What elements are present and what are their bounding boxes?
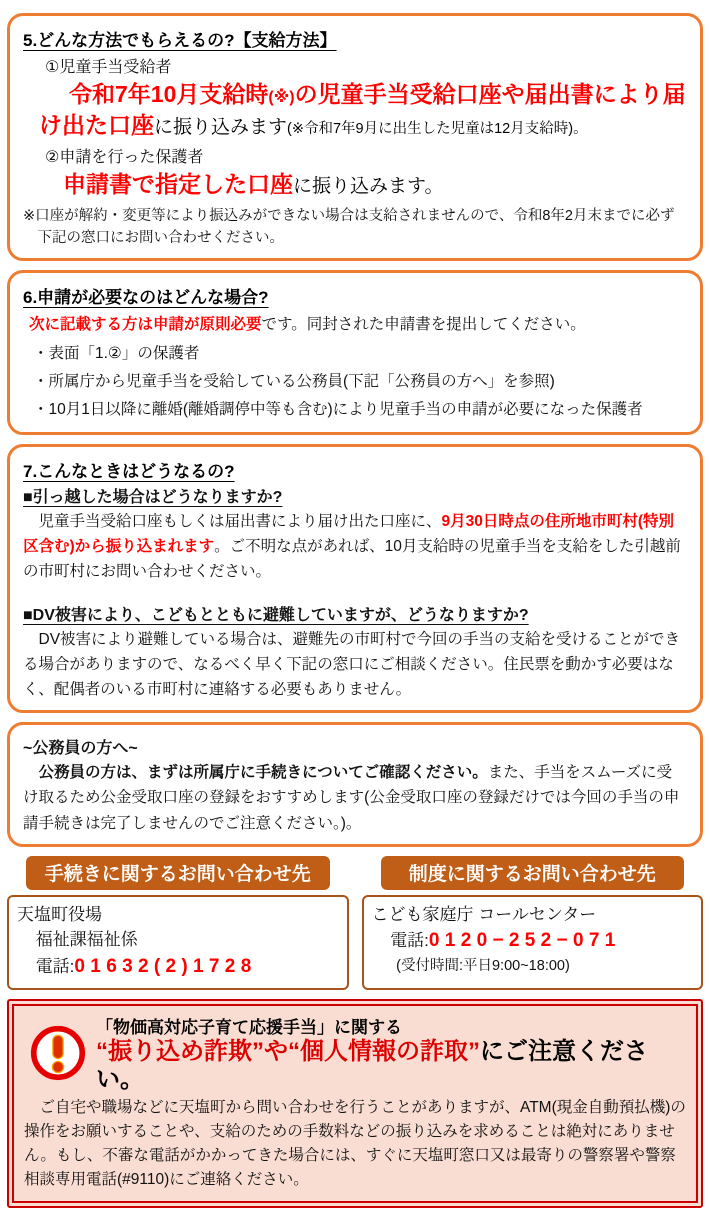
section-5-title: 5.どんな方法でもらえるの?【支給方法】 [23, 31, 337, 50]
section-6-lead-rest: です。同封された申請書を提出してください。 [261, 315, 586, 333]
fraud-warning-body: ご自宅や職場などに天塩町から問い合わせを行うことがありますが、ATM(現金自動預払機)の操作をお願いすることや、支給のための手数料などの振り込みを求めることは絶対にありません。もし、不審な電話がかかってきた場合には、すぐに天塩町窓口又は最寄りの警察署や警察相談専用電話(#9110)にご連絡ください。 [24, 1099, 686, 1189]
phone-label: 電話: [390, 931, 429, 951]
payment-account-emphasis-2: の児童手当受給口座や届出書により届け出た口座 [39, 81, 686, 139]
contact-procedure-box [7, 856, 349, 991]
department-name: 福祉課福祉係 [35, 930, 138, 950]
faq-question-dv: ■DV被害により、こどもとともに避難していますが、どうなりますか? [23, 606, 529, 624]
phone-number: 01632(2)1728 [74, 955, 257, 977]
fraud-warning-subject: 「物価高対応子育て応援手当」に関する [96, 1018, 402, 1038]
section-6-title: 6.申請が必要なのはどんな場合? [23, 287, 269, 307]
section-6-application-needed [7, 270, 703, 435]
payment-line-1-tail: に振り込みます [154, 117, 288, 139]
faq-question-moving: ■引っ越した場合はどうなりますか? [23, 488, 283, 506]
application-required-emphasis: 次に記載する方は申請が原則必要 [29, 315, 262, 333]
section-5-item-2: ②申請を行った保護者 [45, 149, 204, 167]
fraud-warning-headline [96, 1038, 686, 1093]
faq-answer-dv: DV被害により避難している場合は、避難先の市町村で今回の手当の支給を受けることができる場合がありますので、なるべく早く下記の窓口にご相談ください。住民票を動かす必要はなく、配偶者のいる市町村に連絡する必要もありません。 [23, 630, 681, 699]
fraud-warning-box [7, 999, 703, 1208]
payment-line-1-note: (※令和7年9月に出生した児童は12月支給時)。 [287, 121, 588, 138]
contact-columns [7, 856, 703, 991]
section-5-footnote: ※口座が解約・変更等により振込みができない場合は支給されませんので、令和8年2月末までに必ず下記の窓口にお問い合わせください。 [23, 208, 675, 246]
faq-answer-moving [23, 509, 687, 584]
phone-line [36, 953, 339, 982]
section-7-faq [7, 444, 703, 714]
flyer-page [0, 13, 710, 1189]
faq-answer-moving-tail: 。ご不明な点があれば、10月支給時の児童手当を支給をした引越前の市町村にお問い合わせください。 [23, 537, 681, 580]
section-civil-servants [7, 722, 703, 846]
contact-system-box [362, 856, 704, 991]
agency-name: こども家庭庁 コールセンター [371, 904, 597, 924]
list-item: ・表面「1.②」の保護者 [33, 344, 200, 362]
civil-servants-rest: また、手当をスムーズに受け取るため公金受取口座の登録をおすすめします(公金受取口座の登録だけでは今回の手当の申請手続きは完了しませんのでご注意ください。)。 [23, 764, 680, 832]
list-item: ・所属庁から児童手当を受給している公務員(下記「公務員の方へ」を参照) [33, 372, 555, 390]
office-name: 天塩町役場 [17, 904, 102, 924]
warning-icon [30, 1025, 86, 1081]
payment-account-emphasis: 令和7年10月支給時 [69, 81, 269, 107]
phone-line [390, 927, 693, 956]
fraud-warning-titles [96, 1013, 686, 1093]
contact-system-body [362, 895, 704, 991]
list-item: ・10月1日以降に離婚(離婚調停中等も含む)により児童手当の申請が必要になった保護者 [33, 400, 643, 418]
section-6-lead [29, 312, 687, 338]
section-7-title: 7.こんなときはどうなるの? [23, 461, 235, 481]
asterisk-mark: (※) [268, 89, 295, 106]
fraud-warning-headline-tail: にご注意ください。 [96, 1038, 648, 1093]
civil-servants-lead [23, 760, 687, 835]
designated-account-emphasis: 申請書で指定した口座 [63, 171, 293, 198]
civil-servants-bold: 公務員の方は、まずは所属庁に手続きについてご確認ください。 [38, 764, 488, 782]
section-5-payment-line-1 [29, 79, 687, 141]
fraud-types-emphasis: “振り込め詐欺”や“個人情報の詐取” [96, 1038, 480, 1066]
phone-number: 0120−252−071 [428, 930, 621, 952]
contact-procedure-header: 手続きに関するお問い合わせ先 [26, 856, 330, 890]
phone-label: 電話: [35, 956, 75, 976]
contact-system-header: 制度に関するお問い合わせ先 [381, 856, 685, 890]
fraud-warning-header [24, 1013, 686, 1093]
section-5-item-1: ①児童手当受給者 [45, 59, 172, 76]
spacer [23, 584, 687, 600]
office-hours: (受付時間:平日9:00~18:00) [396, 957, 570, 974]
section-5-payment-method [7, 13, 703, 261]
faq-answer-moving-head: 児童手当受給口座もしくは届出書により届け出た口座に、 [38, 512, 442, 530]
section-6-bullet-list [33, 340, 687, 424]
section-5-payment-line-2 [29, 169, 687, 200]
transfer-municipality-emphasis: 9月30日時点の住所地市町村(特別区含む)から振り込まれます [23, 512, 675, 555]
contact-procedure-body [7, 895, 349, 991]
payment-line-2-tail: に振り込みます。 [293, 176, 444, 198]
civil-servants-title: ~公務員の方へ~ [23, 740, 138, 758]
